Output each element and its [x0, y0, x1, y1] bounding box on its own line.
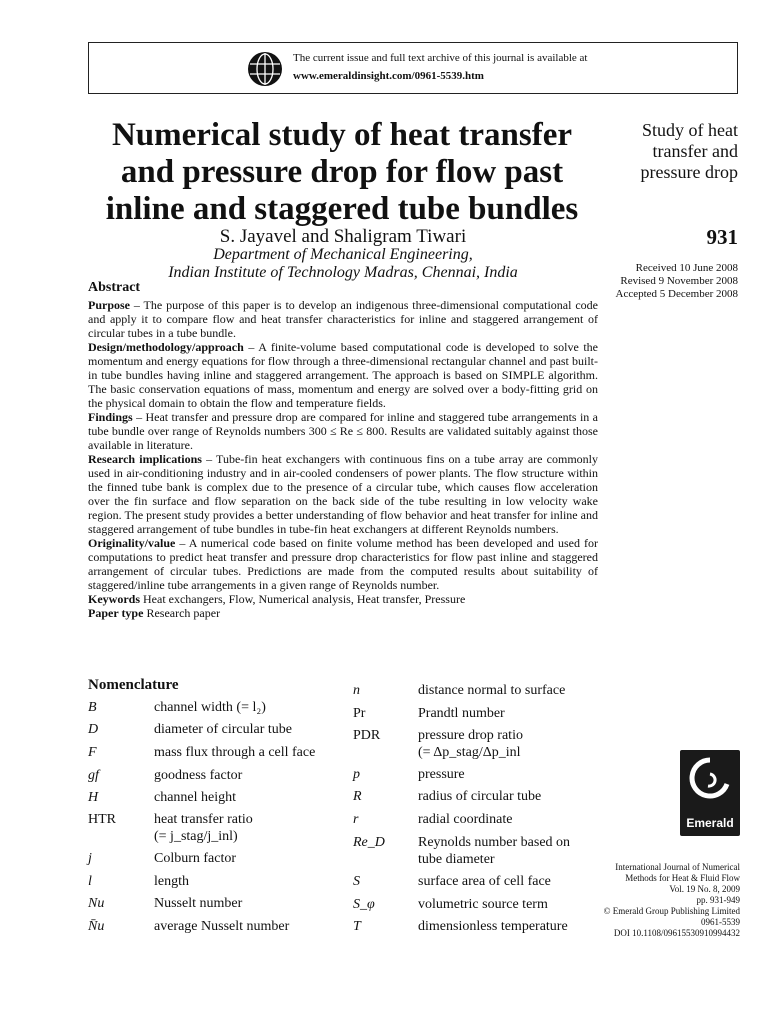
nomenclature-symbol: Pr	[353, 706, 366, 721]
nomenclature-description: channel width (= l₂)	[154, 700, 266, 715]
nomenclature-description: Prandtl number	[418, 706, 505, 721]
nomenclature-symbol: j	[88, 851, 92, 866]
originality-label: Originality/value	[88, 536, 176, 550]
submission-dates	[538, 262, 738, 301]
findings-text: – Heat transfer and pressure drop are compared for inline and staggered tube arrangements in a tube bundle over range of Reynolds numbers 300 ≤ Re ≤ 800. Results are validated suitably against those available in literature.	[88, 410, 598, 452]
banner-url-link[interactable]: www.emeraldinsight.com/0961-5539.htm	[293, 70, 484, 82]
affiliation-line: Indian Institute of Technology Madras, Chennai, India	[168, 264, 518, 281]
paper-title	[72, 117, 612, 228]
abstract-originality	[88, 536, 598, 592]
nomenclature-symbol: l	[88, 874, 92, 889]
nomenclature-description: pressure drop ratio	[418, 728, 523, 743]
keywords-label: Keywords	[88, 592, 140, 606]
nomenclature-symbol: HTR	[88, 812, 116, 827]
purpose-text: – The purpose of this paper is to develop an indigenous three-dimensional computational code and apply it to compare flow and heat transfer characteristics for inline and staggered arrangement of circular tubes in a tube bundle.	[88, 298, 598, 340]
journal-info	[560, 862, 740, 939]
nomenclature-symbol: R	[353, 789, 362, 804]
nomenclature-description: radial coordinate	[418, 812, 513, 827]
implications-label: Research implications	[88, 452, 202, 466]
running-head-line: Study of heat	[642, 120, 738, 140]
running-head-line: pressure drop	[640, 162, 738, 182]
globe-icon	[247, 51, 283, 87]
nomenclature-symbol: Nu	[88, 896, 105, 911]
nomenclature-description-cont: (= j_stag/j_inl)	[154, 829, 238, 844]
design-text: – A finite-volume based computational code is developed to solve the momentum and energy equations for flow through a three-dimensional rectangular channel and past built-in tube bundles having inline and staggered arrangement. The approach is based on SIMPLE algorithm. The basic conservation equations of mass, momentum and energy are solved over a body-fitting grid on the physical domain to obtain the flow and temperature fields.	[88, 340, 598, 410]
abstract-design	[88, 340, 598, 410]
findings-label: Findings	[88, 410, 133, 424]
paper-type-label: Paper type	[88, 606, 144, 620]
nomenclature-description: pressure	[418, 767, 465, 782]
journal-line: pp. 931-949	[696, 895, 740, 905]
received-date: Received 10 June 2008	[635, 262, 738, 274]
nomenclature-symbol: B	[88, 700, 97, 715]
nomenclature-description: average Nusselt number	[154, 919, 290, 934]
keywords-text: Heat exchangers, Flow, Numerical analysis, Heat transfer, Pressure	[140, 592, 466, 606]
nomenclature-symbol: PDR	[353, 728, 381, 743]
abstract-keywords	[88, 592, 598, 606]
author-names: S. Jayavel and Shaligram Tiwari	[219, 226, 467, 247]
nomenclature-symbol: r	[353, 812, 359, 827]
originality-text: – A numerical code based on finite volume method has been developed and used for computations to predict heat transfer and pressure drop characteristics for flow past inline and staggered arrangement of circular tubes. Predictions are made from the computed results about suitability of staggered/inline tube arrangements in a given range of Reynolds number.	[88, 536, 598, 592]
abstract-paper-type	[88, 606, 598, 620]
nomenclature-heading: Nomenclature	[88, 677, 179, 693]
nomenclature-symbol: gf	[88, 768, 99, 783]
nomenclature-symbol: T	[353, 919, 361, 934]
nomenclature-symbol: H	[88, 790, 99, 805]
title-line: Numerical study of heat transfer	[111, 117, 573, 153]
journal-line: Methods for Heat & Fluid Flow	[625, 873, 740, 883]
nomenclature-description: radius of circular tube	[418, 789, 542, 804]
affiliation-line: Department of Mechanical Engineering,	[213, 246, 473, 263]
nomenclature-description: diameter of circular tube	[154, 722, 292, 737]
nomenclature-description: channel height	[154, 790, 237, 805]
page-number: 931	[706, 225, 738, 249]
nomenclature-symbol: F	[88, 745, 97, 760]
nomenclature-symbol: n	[353, 683, 360, 698]
nomenclature-description-cont: (= Δp_stag/Δp_inl	[418, 745, 521, 760]
journal-line: © Emerald Group Publishing Limited	[603, 906, 740, 916]
nomenclature-description: volumetric source term	[418, 897, 548, 912]
journal-line: 0961-5539	[701, 917, 740, 927]
accepted-date: Accepted 5 December 2008	[615, 288, 738, 300]
nomenclature-description: Nusselt number	[154, 896, 243, 911]
nomenclature-description: mass flux through a cell face	[154, 745, 316, 760]
nomenclature-symbol: S_φ	[353, 897, 375, 912]
author-affiliation	[88, 246, 598, 282]
abstract-purpose	[88, 298, 598, 340]
emerald-logo	[680, 750, 740, 836]
title-line: and pressure drop for flow past	[120, 154, 564, 190]
abstract-body	[88, 298, 598, 620]
nomenclature-symbol: D	[88, 722, 99, 737]
journal-line: Vol. 19 No. 8, 2009	[669, 884, 740, 894]
nomenclature-symbol: S	[353, 874, 360, 889]
nomenclature-description: length	[154, 874, 189, 889]
journal-archive-banner	[88, 42, 738, 94]
nomenclature-description-cont: tube diameter	[418, 852, 495, 867]
abstract-implications	[88, 452, 598, 536]
running-head	[558, 120, 738, 183]
nomenclature-description: goodness factor	[154, 768, 243, 783]
banner-text: The current issue and full text archive of this journal is available at	[293, 52, 588, 64]
nomenclature-description: Colburn factor	[154, 851, 237, 866]
purpose-label: Purpose	[88, 298, 130, 312]
title-line: inline and staggered tube bundles	[105, 191, 579, 227]
nomenclature-symbol: N̄u	[88, 919, 105, 934]
implications-text: – Tube-fin heat exchangers with continuous fins on a tube array are commonly used in air-conditioning industry and in air-cooled condensers of power plants. The flow structure within the finned tube bank is complex due to the presence of a circular tube, which causes flow acceleration over the fin surface and flow separation on the back side of the tube resulting in low velocity wake region. The present study provides a better understanding of flow behavior and heat transfer for inline and staggered arrangement of tube bundles in tube-fin heat exchangers at different Reynolds numbers.	[88, 452, 598, 536]
nomenclature-description: Reynolds number based on	[418, 835, 571, 850]
abstract-findings	[88, 410, 598, 452]
design-label: Design/methodology/approach	[88, 340, 244, 354]
emerald-logo-text: Emerald	[686, 816, 734, 830]
nomenclature-description: surface area of cell face	[418, 874, 551, 889]
nomenclature-description: heat transfer ratio	[154, 812, 253, 827]
running-head-line: transfer and	[652, 141, 738, 161]
abstract-heading: Abstract	[88, 280, 141, 295]
nomenclature-symbol: p	[353, 767, 360, 782]
revised-date: Revised 9 November 2008	[620, 275, 738, 287]
paper-type-text: Research paper	[143, 606, 221, 620]
emerald-logo-icon	[680, 750, 740, 816]
journal-line: International Journal of Numerical	[615, 862, 740, 872]
nomenclature-symbol: Re_D	[353, 835, 385, 850]
journal-line: DOI 10.1108/09615530910994432	[613, 928, 740, 938]
nomenclature-description: dimensionless temperature	[418, 919, 568, 934]
nomenclature-description: distance normal to surface	[418, 683, 566, 698]
